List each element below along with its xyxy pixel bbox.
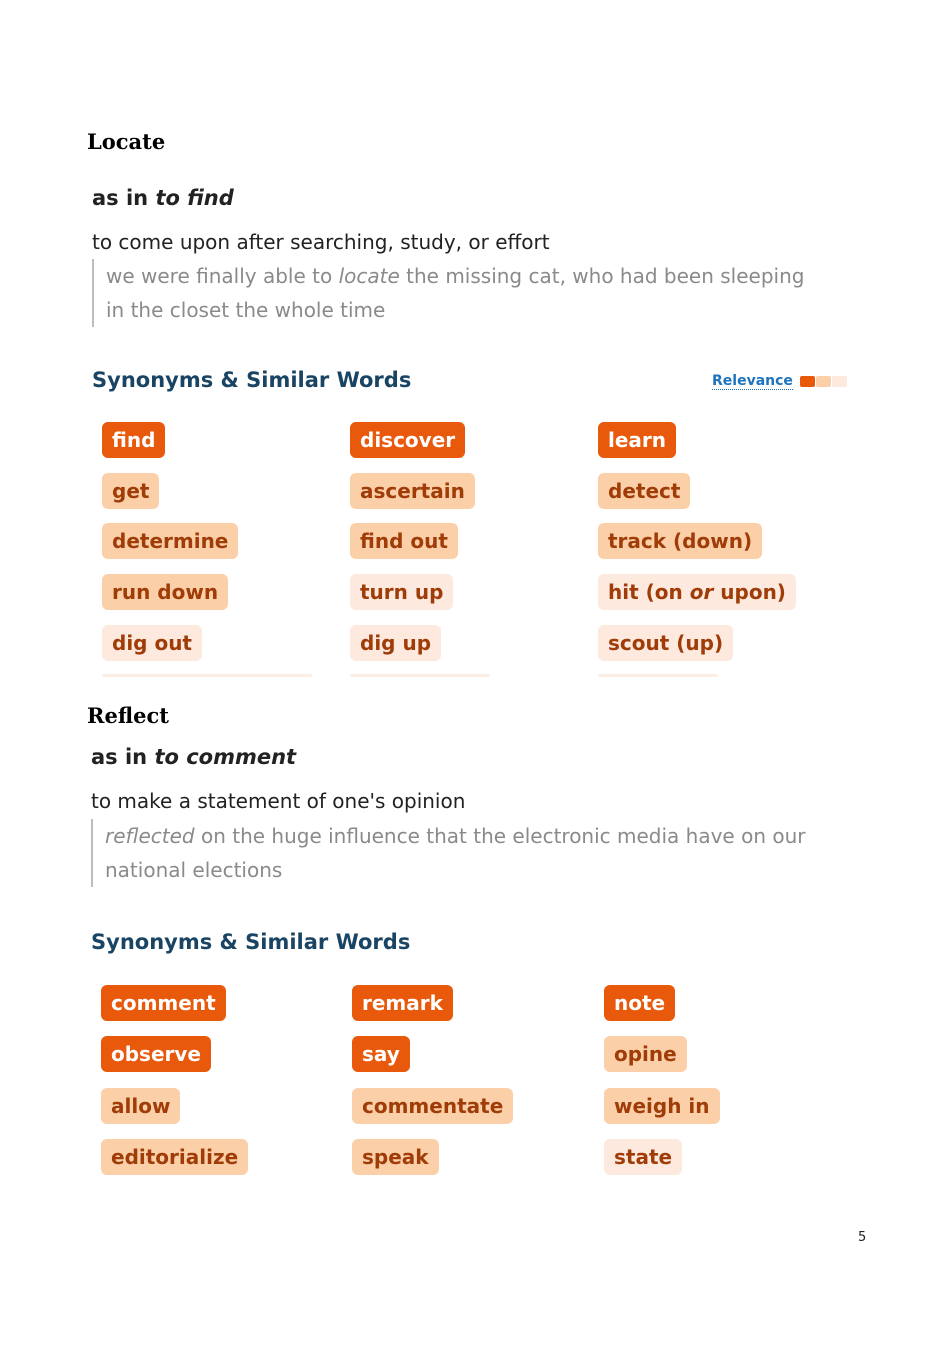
synonym-chip[interactable]: learn: [598, 422, 676, 458]
synonym-chip[interactable]: get: [102, 473, 159, 509]
synonym-chip[interactable]: remark: [352, 985, 453, 1021]
synonym-chip[interactable]: dig out: [102, 625, 202, 661]
synonym-chip[interactable]: speak: [352, 1139, 439, 1175]
entry-heading-locate: Locate: [87, 129, 166, 154]
synonym-chip[interactable]: opine: [604, 1036, 687, 1072]
synonyms-title: Synonyms & Similar Words: [92, 368, 412, 392]
synonym-chip[interactable]: dig up: [350, 625, 441, 661]
synonym-chip-text: upon): [713, 580, 786, 604]
example-text: the missing cat, who had been sleeping: [399, 264, 805, 288]
synonym-chip[interactable]: scout (up): [598, 625, 733, 661]
sense-label: [92, 186, 234, 210]
relevance-swatch-low: [832, 376, 847, 387]
sense-text: to comment: [154, 745, 297, 769]
synonym-chip[interactable]: editorialize: [101, 1139, 248, 1175]
more-indicator: [102, 674, 312, 677]
synonym-chip[interactable]: weigh in: [604, 1088, 720, 1124]
relevance-swatch-high: [800, 376, 815, 387]
page-number: 5: [858, 1230, 867, 1245]
usage-example: [91, 819, 845, 887]
synonym-chip[interactable]: find out: [350, 523, 458, 559]
relevance-legend[interactable]: [712, 370, 847, 392]
synonym-chip[interactable]: state: [604, 1139, 682, 1175]
synonym-chip[interactable]: discover: [350, 422, 465, 458]
entry-heading-reflect: Reflect: [87, 703, 169, 728]
synonym-chip[interactable]: allow: [101, 1088, 180, 1124]
synonym-chip[interactable]: track (down): [598, 523, 762, 559]
relevance-link[interactable]: Relevance: [712, 372, 793, 389]
more-indicator: [598, 674, 718, 677]
synonym-chip[interactable]: ascertain: [350, 473, 475, 509]
synonym-chip-text: hit (on: [608, 580, 690, 604]
sense-prefix: as in: [92, 186, 156, 210]
more-indicator: [350, 674, 490, 677]
example-text: on the huge influence that the electronic media have on our: [194, 824, 806, 848]
synonym-chip[interactable]: commentate: [352, 1088, 513, 1124]
synonym-chip[interactable]: observe: [101, 1036, 211, 1072]
relevance-swatch-medium: [816, 376, 831, 387]
synonym-chip[interactable]: find: [102, 422, 165, 458]
synonym-chip[interactable]: comment: [101, 985, 226, 1021]
sense-prefix: as in: [91, 745, 155, 769]
synonyms-title: Synonyms & Similar Words: [91, 930, 411, 954]
synonym-chip[interactable]: turn up: [350, 574, 453, 610]
sense-text: to find: [155, 186, 234, 210]
definition: to make a statement of one's opinion: [91, 789, 466, 813]
synonym-chip[interactable]: say: [352, 1036, 410, 1072]
synonym-chip[interactable]: determine: [102, 523, 238, 559]
sense-label: [91, 745, 296, 769]
example-highlight: locate: [338, 264, 400, 288]
definition: to come upon after searching, study, or effort: [92, 230, 550, 254]
synonym-chip-conjunction: or: [689, 580, 714, 604]
example-text: in the closet the whole time: [106, 298, 386, 322]
usage-example: [92, 259, 846, 327]
example-highlight: reflected: [105, 824, 195, 848]
example-text: national elections: [105, 858, 283, 882]
example-text: we were finally able to: [106, 264, 339, 288]
synonym-chip[interactable]: [598, 574, 796, 610]
synonym-chip[interactable]: run down: [102, 574, 228, 610]
synonym-chip[interactable]: note: [604, 985, 675, 1021]
synonym-chip[interactable]: detect: [598, 473, 690, 509]
